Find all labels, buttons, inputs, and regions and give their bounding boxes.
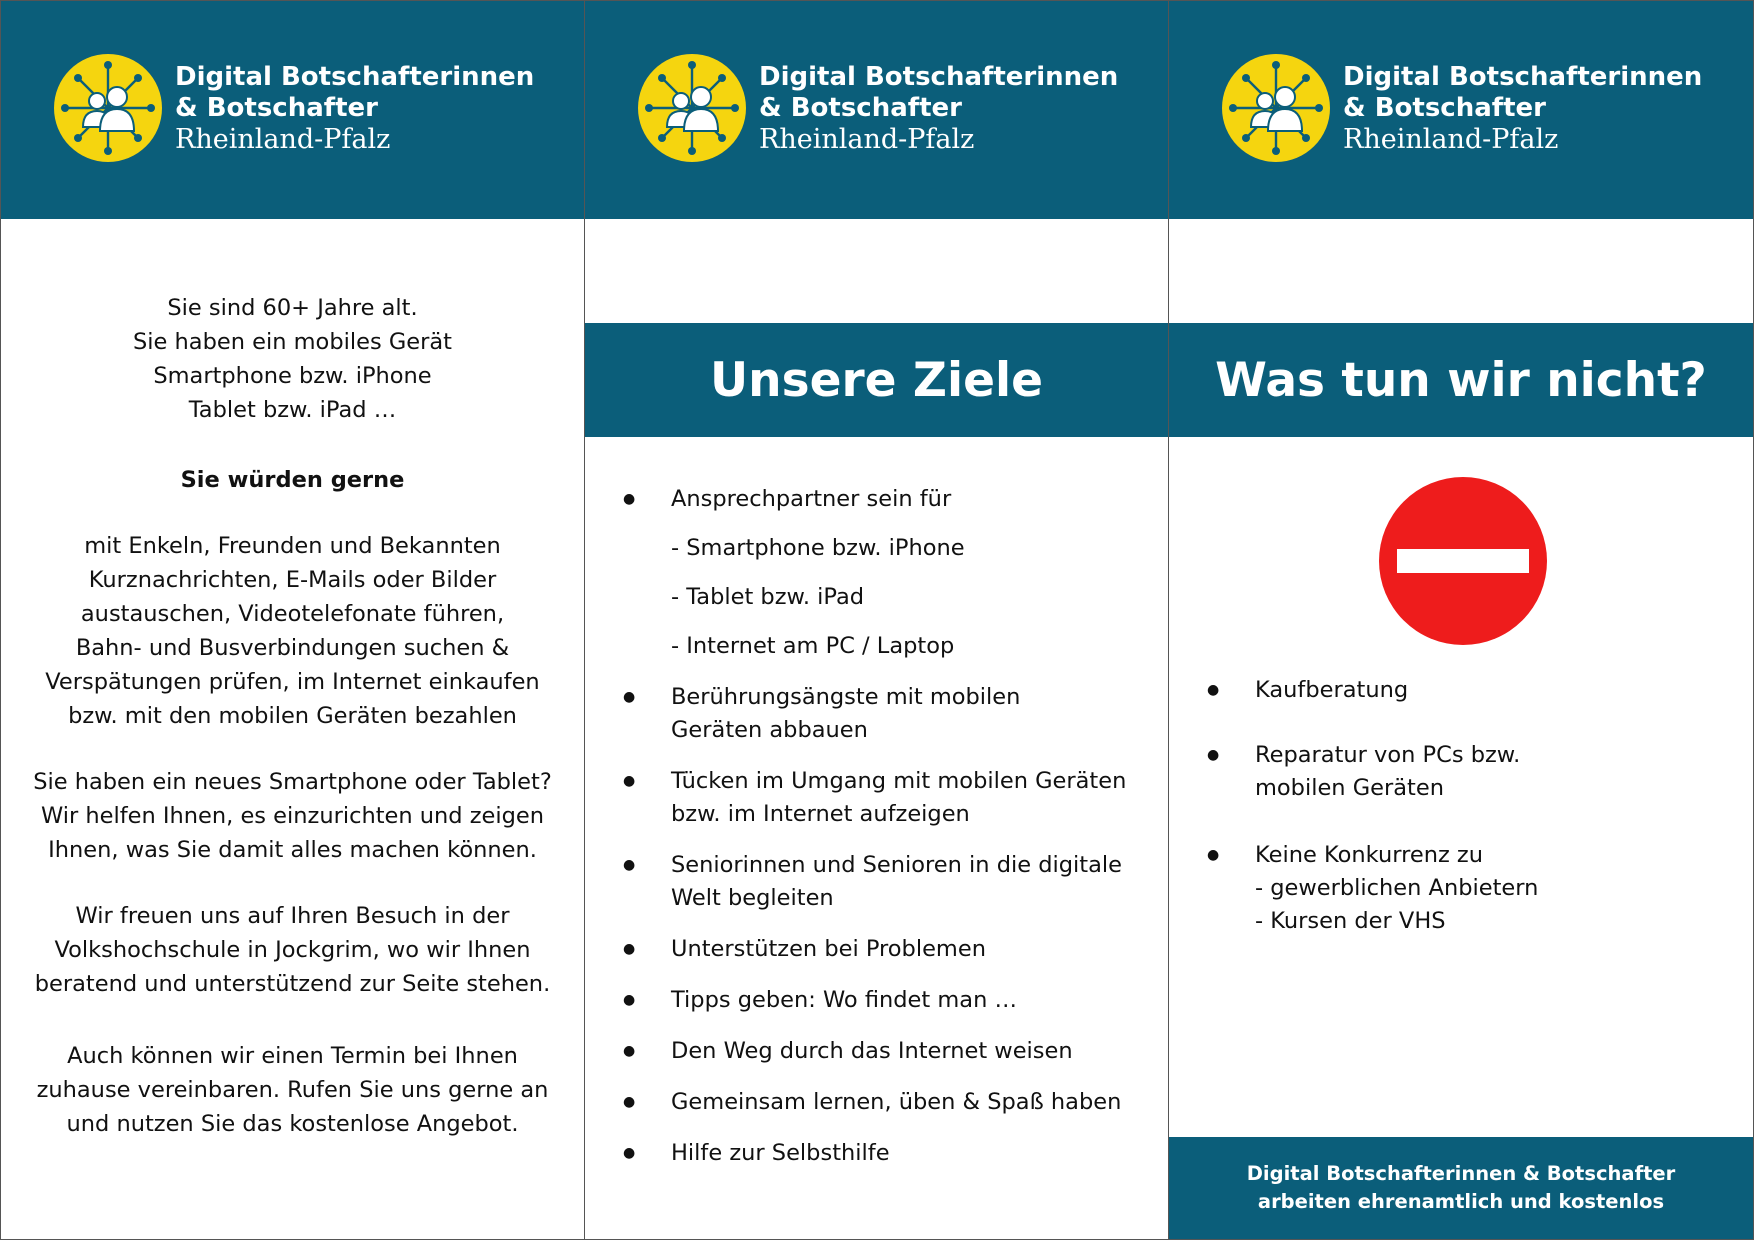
brand-wordmark <box>1343 62 1702 155</box>
wishes-paragraph <box>1 529 584 733</box>
list-item: ● Ansprechpartner sein für <box>623 483 1143 516</box>
list-item-line: bzw. im Internet aufzeigen <box>671 801 970 827</box>
intro-line: Smartphone bzw. iPhone <box>153 363 432 389</box>
new-device-paragraph <box>1 765 584 867</box>
list-item <box>1207 839 1727 938</box>
list-item: ● Hilfe zur Selbsthilfe <box>623 1137 1143 1170</box>
panel-not-doing <box>1169 1 1753 1239</box>
brand-logo <box>637 53 1118 163</box>
people-network-icon <box>637 53 747 163</box>
panel-intro <box>1 1 585 1239</box>
paragraph-line: Verspätungen prüfen, im Internet einkaufen <box>45 669 540 695</box>
paragraph-line: und nutzen Sie das kostenlose Angebot. <box>66 1111 519 1137</box>
intro-subheading: Sie würden gerne <box>180 467 405 493</box>
list-item <box>623 681 1143 747</box>
brand-line-1: Digital Botschafterinnen <box>759 61 1119 92</box>
list-item: ● Unterstützen bei Problemen <box>623 933 1143 966</box>
brand-line-3: Rheinland-Pfalz <box>1343 123 1559 155</box>
intro-lines <box>1 291 584 427</box>
brand-line-3: Rheinland-Pfalz <box>759 123 975 155</box>
appointment-paragraph <box>1 1039 584 1141</box>
section-title: Was tun wir nicht? <box>1169 323 1753 437</box>
list-item-line: mobilen Geräten <box>1255 775 1444 801</box>
list-item <box>623 765 1143 831</box>
paragraph-line: Wir helfen Ihnen, es einzurichten und zeigen <box>40 803 545 829</box>
paragraph-line: Bahn- und Busverbindungen suchen & <box>75 635 510 661</box>
list-item-line: Welt begleiten <box>671 885 834 911</box>
footer-band <box>1169 1137 1753 1239</box>
header-band <box>1169 1 1753 219</box>
footer-line: Digital Botschafterinnen & Botschafter <box>1246 1162 1676 1185</box>
no-entry-icon <box>1377 475 1549 647</box>
brand-logo <box>1221 53 1702 163</box>
people-network-icon <box>1221 53 1331 163</box>
paragraph-line: zuhause vereinbaren. Rufen Sie uns gerne an <box>36 1077 549 1103</box>
paragraph-line: Sie haben ein neues Smartphone oder Tablet? <box>33 769 552 795</box>
intro-line: Sie sind 60+ Jahre alt. <box>167 295 418 321</box>
intro-line: Tablet bzw. iPad … <box>188 397 397 423</box>
brand-logo <box>53 53 534 163</box>
list-item <box>623 849 1143 915</box>
list-item: ● Tipps geben: Wo findet man … <box>623 984 1143 1017</box>
paragraph-line: Kurznachrichten, E-Mails oder Bilder <box>88 567 497 593</box>
list-item-line: ● Tücken im Umgang mit mobilen Geräten <box>671 768 1127 794</box>
list-subitem: - Smartphone bzw. iPhone <box>671 535 965 561</box>
brand-line-2: & Botschafter <box>175 92 378 123</box>
list-item-line: - gewerblichen Anbietern <box>1255 875 1539 901</box>
paragraph-line: mit Enkeln, Freunden und Bekannten <box>84 533 501 559</box>
brand-line-3: Rheinland-Pfalz <box>175 123 391 155</box>
paragraph-line: beratend und unterstützend zur Seite stehen. <box>34 971 551 997</box>
list-item-line: Geräten abbauen <box>671 717 868 743</box>
list-item-line: - Kursen der VHS <box>1255 908 1446 934</box>
header-band <box>585 1 1168 219</box>
brand-wordmark <box>759 62 1118 155</box>
brand-line-2: & Botschafter <box>1343 92 1546 123</box>
brand-wordmark <box>175 62 534 155</box>
visit-paragraph <box>1 899 584 1001</box>
brand-line-1: Digital Botschafterinnen <box>1343 61 1703 92</box>
not-doing-list <box>1207 674 1727 938</box>
list-subitem: - Internet am PC / Laptop <box>671 633 955 659</box>
intro-text <box>1 291 584 1141</box>
list-item <box>1207 739 1727 805</box>
list-item: ● Den Weg durch das Internet weisen <box>623 1035 1143 1068</box>
goals-list <box>623 483 1143 1170</box>
list-item-line: ● Seniorinnen und Senioren in die digitale <box>671 852 1123 878</box>
paragraph-line: Volkshochschule in Jockgrim, wo wir Ihnen <box>54 937 531 963</box>
paragraph-line: Wir freuen uns auf Ihren Besuch in der <box>75 903 510 929</box>
brand-line-1: Digital Botschafterinnen <box>175 61 535 92</box>
footer-line: arbeiten ehrenamtlich und kostenlos <box>1257 1190 1665 1213</box>
list-item-line: ● Reparatur von PCs bzw. <box>1255 742 1521 768</box>
panel-goals <box>585 1 1169 1239</box>
paragraph-line: austauschen, Videotelefonate führen, <box>80 601 505 627</box>
paragraph-line: Ihnen, was Sie damit alles machen können. <box>48 837 537 863</box>
intro-line: Sie haben ein mobiles Gerät <box>133 329 452 355</box>
list-subitem: - Tablet bzw. iPad <box>671 584 865 610</box>
list-item: ● Kaufberatung <box>1207 674 1727 707</box>
paragraph-line: Auch können wir einen Termin bei Ihnen <box>67 1043 518 1069</box>
list-item: ● Gemeinsam lernen, üben & Spaß haben <box>623 1086 1143 1119</box>
section-title: Unsere Ziele <box>585 323 1168 437</box>
paragraph-line: bzw. mit den mobilen Geräten bezahlen <box>68 703 517 729</box>
list-item-line: ● Keine Konkurrenz zu <box>1255 842 1483 868</box>
header-band <box>1 1 584 219</box>
list-item-line: ● Berührungsängste mit mobilen <box>671 684 1021 710</box>
people-network-icon <box>53 53 163 163</box>
brand-line-2: & Botschafter <box>759 92 962 123</box>
